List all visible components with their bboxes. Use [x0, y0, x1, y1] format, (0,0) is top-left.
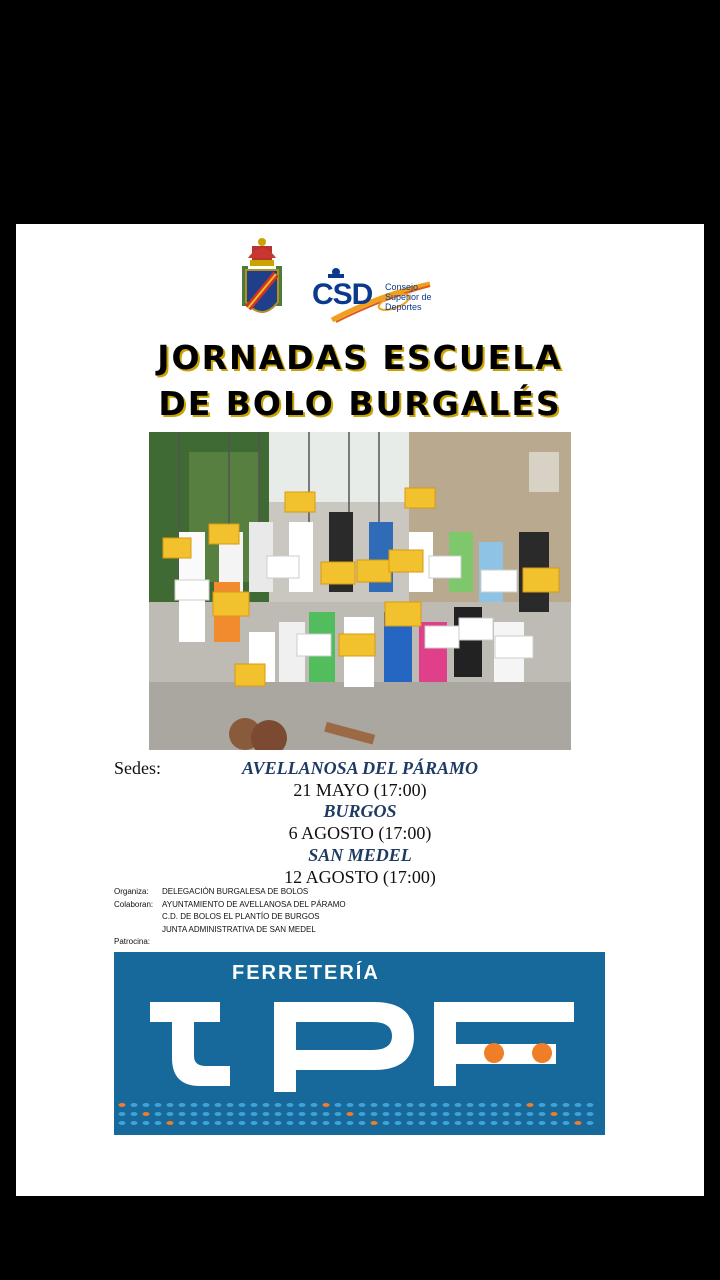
banner-dot [119, 1112, 126, 1116]
banner-dot [419, 1112, 426, 1116]
banner-dot [515, 1121, 522, 1125]
banner-dot [263, 1103, 270, 1107]
banner-dot [539, 1121, 546, 1125]
banner-dot [275, 1121, 282, 1125]
colaboran-value: AYUNTAMIENTO DE AVELLANOSA DEL PÁRAMO [162, 899, 346, 909]
banner-dot [491, 1121, 498, 1125]
csd-logo [312, 264, 452, 326]
banner-dot [155, 1121, 162, 1125]
banner-dot [179, 1112, 186, 1116]
title-line2: DE BOLO BURGALÉS [158, 384, 562, 423]
banner-dot [203, 1121, 210, 1125]
banner-dot [467, 1103, 474, 1107]
banner-dot [443, 1121, 450, 1125]
banner-dot [431, 1121, 438, 1125]
banner-dot [575, 1121, 582, 1125]
banner-dot [263, 1112, 270, 1116]
banner-dot [131, 1103, 138, 1107]
banner-dot [251, 1103, 258, 1107]
banner-dot [455, 1112, 462, 1116]
banner-dot [191, 1112, 198, 1116]
banner-dot [227, 1121, 234, 1125]
banner-dot [119, 1121, 126, 1125]
venues-list [166, 758, 554, 888]
poster [16, 224, 704, 1196]
banner-dot [239, 1121, 246, 1125]
venue-name: BURGOS [323, 801, 397, 822]
banner-dot [491, 1103, 498, 1107]
venue-date: 12 AGOSTO (17:00) [284, 866, 436, 887]
banner-dot [131, 1121, 138, 1125]
banner-dot [587, 1121, 594, 1125]
venue-date: 6 AGOSTO (17:00) [288, 823, 432, 844]
banner-dot [275, 1103, 282, 1107]
banner-dot [359, 1112, 366, 1116]
csd-name: CSD [312, 278, 373, 311]
banner-dot [335, 1112, 342, 1116]
banner-dot [527, 1103, 534, 1107]
banner-dot [359, 1103, 366, 1107]
banner-dot [143, 1121, 150, 1125]
banner-dot [503, 1103, 510, 1107]
banner-dot [383, 1103, 390, 1107]
sponsor-banner [114, 952, 605, 1135]
banner-dot [443, 1103, 450, 1107]
banner-dot [527, 1121, 534, 1125]
banner-dot [263, 1121, 270, 1125]
venue-date: 21 MAYO (17:00) [293, 779, 427, 800]
banner-dot [251, 1121, 258, 1125]
csd-subtitle-line3: Deportes [385, 302, 422, 312]
banner-dot [479, 1103, 486, 1107]
banner-dot [407, 1112, 414, 1116]
venue-name: SAN MEDEL [308, 844, 412, 865]
banner-dot [515, 1103, 522, 1107]
banner-dot [371, 1103, 378, 1107]
banner-dot [347, 1112, 354, 1116]
banner-dot [395, 1121, 402, 1125]
banner-dot [407, 1103, 414, 1107]
banner-dot [371, 1112, 378, 1116]
banner-dot [575, 1112, 582, 1116]
banner-dot [371, 1121, 378, 1125]
banner-dot [419, 1121, 426, 1125]
banner-dot [179, 1121, 186, 1125]
banner-dot [143, 1103, 150, 1107]
csd-subtitle-line1: Consejo [385, 282, 419, 292]
banner-dot [395, 1103, 402, 1107]
banner-dot [167, 1121, 174, 1125]
banner-dot [299, 1103, 306, 1107]
banner-dot [335, 1121, 342, 1125]
csd-subtitle [385, 282, 432, 312]
banner-dot [299, 1121, 306, 1125]
banner-dot [563, 1121, 570, 1125]
banner-dot [287, 1112, 294, 1116]
banner-dot [563, 1112, 570, 1116]
banner-dot [311, 1121, 318, 1125]
banner-dot [467, 1121, 474, 1125]
banner-dot [131, 1112, 138, 1116]
banner-dot [527, 1112, 534, 1116]
banner-dot [215, 1121, 222, 1125]
banner-dot [143, 1112, 150, 1116]
banner-dot [383, 1121, 390, 1125]
banner-dot [443, 1112, 450, 1116]
banner-dot [575, 1103, 582, 1107]
banner-dot [479, 1121, 486, 1125]
banner-dot [119, 1103, 126, 1107]
banner-dot [503, 1112, 510, 1116]
banner-dot [515, 1112, 522, 1116]
colaboran-label: Colaboran: [114, 899, 154, 909]
banner-dot [479, 1112, 486, 1116]
banner-dot [503, 1121, 510, 1125]
banner-dot [167, 1103, 174, 1107]
banner-dot [467, 1112, 474, 1116]
banner-dot [347, 1121, 354, 1125]
banner-dot [167, 1112, 174, 1116]
banner-dot [311, 1103, 318, 1107]
banner-dot [551, 1112, 558, 1116]
banner-dot [239, 1103, 246, 1107]
banner-dot [551, 1103, 558, 1107]
venue-name: AVELLANOSA DEL PÁRAMO [241, 758, 479, 778]
banner-dot [395, 1112, 402, 1116]
banner-dot [155, 1103, 162, 1107]
banner-dot [323, 1103, 330, 1107]
banner-dot [431, 1112, 438, 1116]
banner-dot [239, 1112, 246, 1116]
sponsor-top-text: FERRETERÍA [232, 962, 380, 984]
banner-dot [587, 1112, 594, 1116]
banner-dot [215, 1112, 222, 1116]
banner-dot [191, 1121, 198, 1125]
colaboran-value: C.D. DE BOLOS EL PLANTÍO DE BURGOS [162, 912, 320, 921]
banner-dot [347, 1103, 354, 1107]
banner-dot [455, 1121, 462, 1125]
banner-dot [215, 1103, 222, 1107]
banner-dot [431, 1103, 438, 1107]
banner-dot [179, 1103, 186, 1107]
banner-dot [587, 1103, 594, 1107]
banner-dot [323, 1121, 330, 1125]
banner-dot [407, 1121, 414, 1125]
banner-dot [203, 1112, 210, 1116]
coat-of-arms-icon [238, 236, 286, 324]
patrocina-label: Patrocina: [114, 937, 151, 946]
colaboran-value: JUNTA ADMINISTRATIVA DE SAN MEDEL [162, 924, 316, 934]
title-line1: JORNADAS ESCUELA [157, 338, 563, 377]
banner-dot [359, 1121, 366, 1125]
banner-dot [191, 1103, 198, 1107]
sedes-label: Sedes: [114, 758, 161, 778]
banner-dot [419, 1103, 426, 1107]
banner-dot [299, 1112, 306, 1116]
banner-dot [155, 1112, 162, 1116]
banner-dot [275, 1112, 282, 1116]
banner-dot [383, 1112, 390, 1116]
banner-dot [227, 1103, 234, 1107]
banner-dot [311, 1112, 318, 1116]
banner-dot [251, 1112, 258, 1116]
banner-dot [335, 1103, 342, 1107]
banner-dot [455, 1103, 462, 1107]
banner-dot [227, 1112, 234, 1116]
banner-dot [539, 1103, 546, 1107]
banner-dot [203, 1103, 210, 1107]
banner-dot [539, 1112, 546, 1116]
banner-dot [323, 1112, 330, 1116]
organiza-value: DELEGACIÓN BURGALESA DE BOLOS [162, 887, 309, 896]
banner-dot [491, 1112, 498, 1116]
banner-dot [287, 1121, 294, 1125]
banner-dot [551, 1121, 558, 1125]
banner-dot [563, 1103, 570, 1107]
csd-subtitle-line2: Superior de [385, 292, 432, 302]
banner-dot [287, 1103, 294, 1107]
tpf-logo-icon [114, 952, 605, 1135]
organiza-label: Organiza: [114, 887, 149, 896]
group-photo [149, 432, 571, 750]
